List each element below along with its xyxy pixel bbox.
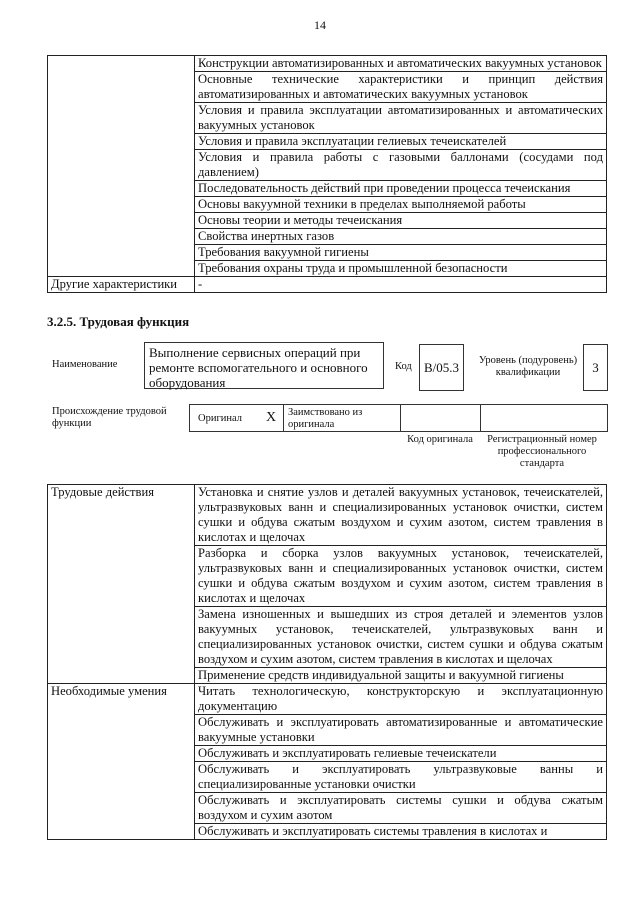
original-label: Оригинал [198, 413, 242, 424]
table-cell: Установка и снятие узлов и деталей вакуумных установок, течеискателей, ультразвуковых ванн и специализированных установок очистки, систем сушки и обдува сжатым воздухом и сухим азотом, систем травления в кислотах и щелочах [195, 485, 607, 546]
knowledge-table [47, 55, 607, 293]
table-cell: Условия и правила эксплуатации гелиевых течеискателей [195, 134, 607, 150]
function-name-box: Выполнение сервисных операций при ремонте вспомогательного и основного оборудования [144, 342, 384, 389]
table-cell: Основы вакуумной техники в пределах выполняемой работы [195, 197, 607, 213]
table-cell: Разборка и сборка узлов вакуумных установок, течеискателей, ультразвуковых ванн и специализированных установок очистки, систем сушки и обдува сжатым воздухом и сухим азотом, систем травления в кислотах и щелочах [195, 546, 607, 607]
table-cell: Конструкции автоматизированных и автоматических вакуумных установок [195, 56, 607, 72]
code-value-box: B/05.3 [419, 344, 464, 391]
level-value-box: 3 [583, 344, 608, 391]
name-label: Наименование [52, 359, 118, 370]
table-row [48, 56, 607, 72]
labor-table [47, 484, 607, 840]
skill-row [48, 684, 607, 715]
table-cell: Последовательность действий при проведении процесса течеискания [195, 181, 607, 197]
code-label: Код [395, 361, 412, 372]
code-original-label: Код оригинала [407, 434, 473, 445]
row-label: Трудовые действия [48, 485, 195, 684]
other-characteristics-row [48, 277, 607, 293]
table-cell: Основные технические характеристики и принцип действия автоматизированных и автоматических вакуумных установок [195, 72, 607, 103]
page-number: 14 [314, 18, 326, 32]
table-cell: Условия и правила эксплуатации автоматизированных и автоматических вакуумных установок [195, 103, 607, 134]
row-label: Необходимые умения [48, 684, 195, 840]
table-cell: Требования вакуумной гигиены [195, 245, 607, 261]
origin-label: Происхождение трудовой функции [52, 406, 167, 429]
table-cell: Обслуживать и эксплуатировать ультразвуковые ванны и специализированные установки очистки [195, 762, 607, 793]
table-cell: Применение средств индивидуальной защиты и вакуумной гигиены [195, 668, 607, 684]
table-cell: Обслуживать и эксплуатировать автоматизированные и автоматические вакуумные установки [195, 715, 607, 746]
labor-action-row [48, 485, 607, 546]
table-cell: Свойства инертных газов [195, 229, 607, 245]
reg-number-label: Регистрационный номер профессионального стандарта [487, 434, 597, 469]
section-heading: 3.2.5. Трудовая функция [47, 314, 190, 329]
borrowed-label: Заимствовано из оригинала [288, 407, 363, 430]
level-label: Уровень (подуровень) квалификации [478, 355, 578, 378]
table-cell: Условия и правила работы с газовыми баллонами (сосудами под давлением) [195, 150, 607, 181]
row-label [48, 56, 195, 277]
table-cell: - [195, 277, 607, 293]
row-label: Другие характеристики [48, 277, 195, 293]
table-cell: Читать технологическую, конструкторскую и эксплуатационную документацию [195, 684, 607, 715]
table-cell: Обслуживать и эксплуатировать гелиевые течеискатели [195, 746, 607, 762]
origin-row [189, 404, 608, 432]
table-cell: Обслуживать и эксплуатировать системы сушки и обдува сжатым воздухом и сухим азотом [195, 793, 607, 824]
table-cell: Основы теории и методы течеискания [195, 213, 607, 229]
table-cell: Требования охраны труда и промышленной безопасности [195, 261, 607, 277]
table-cell: Обслуживать и эксплуатировать системы травления в кислотах и [195, 824, 607, 840]
table-cell: Замена изношенных и вышедших из строя деталей и элементов узлов вакуумных установок, течеискателей, ультразвуковых ванн и специализированных установок очистки, систем сушки и обдува сжатым воздухом и сухим азотом, систем травления в кислотах и щелочах [195, 607, 607, 668]
original-mark: X [266, 410, 277, 425]
